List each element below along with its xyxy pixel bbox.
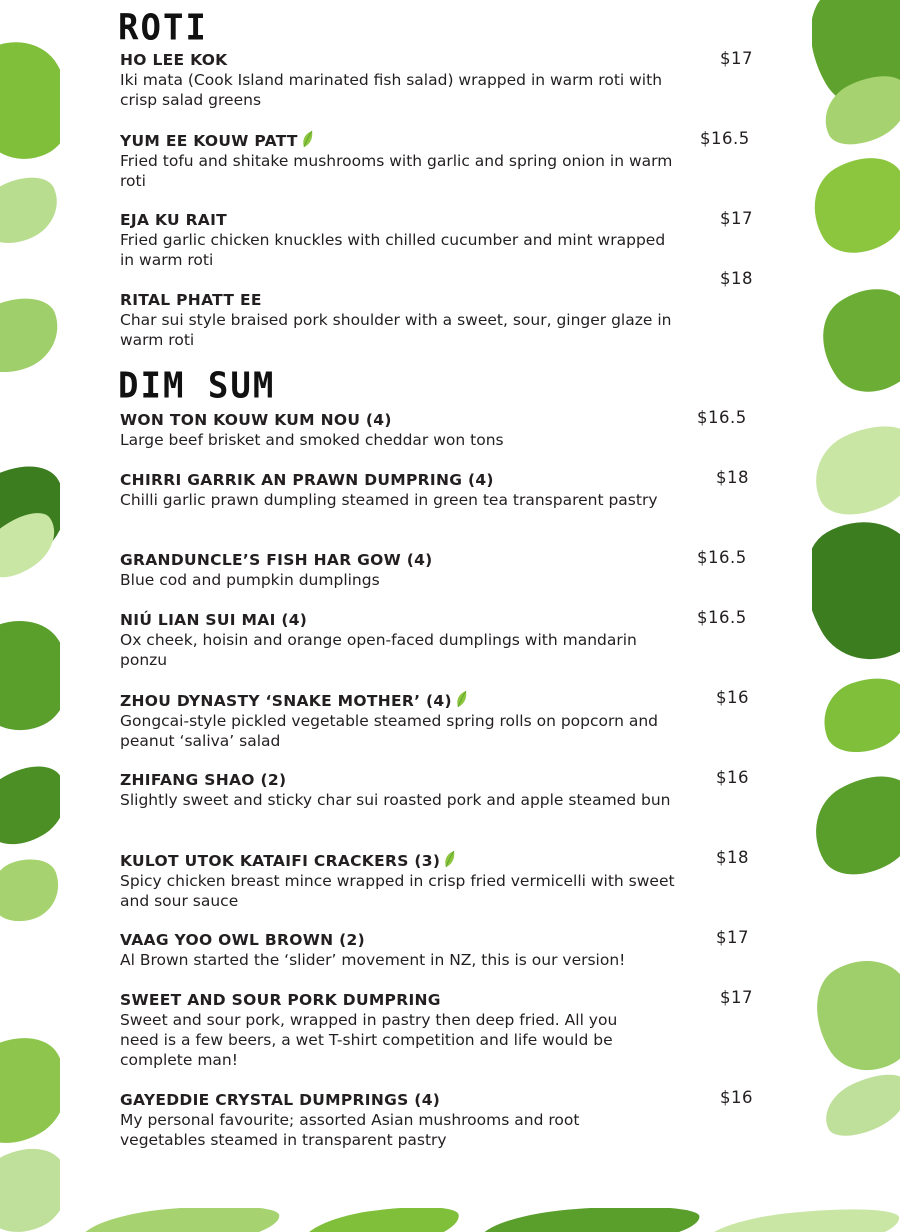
- item-name: VAAG YOO OWL BROWN (2): [120, 931, 365, 949]
- menu-item: [120, 770, 770, 810]
- item-price: $16.5: [697, 548, 747, 567]
- item-name: HO LEE KOK: [120, 51, 228, 69]
- menu-item: [120, 690, 770, 751]
- item-description: Fried garlic chicken knuckles with chilled cucumber and mint wrapped in warm roti: [120, 231, 666, 269]
- left-brush-decoration: [0, 0, 60, 1232]
- menu-item: [120, 410, 770, 450]
- menu-item: [120, 130, 770, 191]
- item-description: Al Brown started the ‘slider’ movement in NZ, this is our version!: [120, 951, 626, 969]
- item-name: ZHIFANG SHAO (2): [120, 771, 287, 789]
- item-description: My personal favourite; assorted Asian mushrooms and root vegetables steamed in transparent pastry: [120, 1111, 580, 1149]
- item-description: Chilli garlic prawn dumpling steamed in green tea transparent pastry: [120, 491, 658, 509]
- menu-item: [120, 470, 770, 510]
- item-name: GRANDUNCLE’S FISH HAR GOW (4): [120, 551, 433, 569]
- menu-item: [120, 50, 770, 110]
- vegetarian-leaf-icon: [302, 130, 314, 148]
- vegetarian-leaf-icon: [444, 850, 456, 868]
- section-title-dim-sum: DIM SUM: [118, 365, 276, 407]
- item-description: Iki mata (Cook Island marinated fish salad) wrapped in warm roti with crisp salad greens: [120, 71, 663, 109]
- item-price: $18: [720, 269, 753, 288]
- item-name: WON TON KOUW KUM NOU (4): [120, 411, 392, 429]
- item-price: $16.5: [697, 608, 747, 627]
- item-name: RITAL PHATT EE: [120, 291, 262, 309]
- item-description: Ox cheek, hoisin and orange open-faced dumplings with mandarin ponzu: [120, 631, 637, 669]
- item-price: $16.5: [700, 129, 750, 148]
- menu-item: [120, 550, 770, 590]
- item-price: $16: [716, 768, 749, 787]
- item-name: CHIRRI GARRIK AN PRAWN DUMPRING (4): [120, 471, 494, 489]
- item-description: Slightly sweet and sticky char sui roasted pork and apple steamed bun: [120, 791, 671, 809]
- item-name: KULOT UTOK KATAIFI CRACKERS (3): [120, 852, 441, 870]
- item-price: $17: [720, 988, 753, 1007]
- section-title-roti: ROTI: [118, 7, 208, 49]
- item-name: YUM EE KOUW PATT: [120, 132, 298, 150]
- item-name: NIÚ LIAN SUI MAI (4): [120, 611, 308, 629]
- item-price: $17: [720, 209, 753, 228]
- item-name: GAYEDDIE CRYSTAL DUMPRINGS (4): [120, 1091, 441, 1109]
- item-name: EJA KU RAIT: [120, 211, 228, 229]
- item-description: Spicy chicken breast mince wrapped in crisp fried vermicelli with sweet and sour sauce: [120, 872, 675, 910]
- bottom-brush-decoration: [0, 1208, 900, 1232]
- item-price: $17: [720, 49, 753, 68]
- item-description: Char sui style braised pork shoulder with a sweet, sour, ginger glaze in warm roti: [120, 311, 672, 349]
- item-price: $16: [716, 688, 749, 707]
- menu-item: [120, 210, 770, 270]
- menu-item: [120, 930, 770, 970]
- item-price: $16: [720, 1088, 753, 1107]
- item-description: Blue cod and pumpkin dumplings: [120, 571, 380, 589]
- item-price: $18: [716, 468, 749, 487]
- vegetarian-leaf-icon: [456, 690, 468, 708]
- menu-item: [120, 1090, 770, 1150]
- menu-item: [120, 850, 770, 911]
- item-price: $17: [716, 928, 749, 947]
- item-name: SWEET AND SOUR PORK DUMPRING: [120, 991, 441, 1009]
- menu-item: [120, 290, 770, 350]
- item-description: Large beef brisket and smoked cheddar won tons: [120, 431, 504, 449]
- item-name: ZHOU DYNASTY ‘SNAKE MOTHER’ (4): [120, 692, 452, 710]
- item-description: Sweet and sour pork, wrapped in pastry then deep fried. All you need is a few beers, a wet T-shirt competition and life would be complete man!: [120, 1011, 618, 1069]
- item-description: Fried tofu and shitake mushrooms with garlic and spring onion in warm roti: [120, 152, 673, 190]
- item-price: $16.5: [697, 408, 747, 427]
- item-description: Gongcai-style pickled vegetable steamed spring rolls on popcorn and peanut ‘saliva’ salad: [120, 712, 659, 750]
- menu-item: [120, 990, 770, 1070]
- right-brush-decoration: [812, 0, 900, 1232]
- menu-item: [120, 610, 770, 670]
- item-price: $18: [716, 848, 749, 867]
